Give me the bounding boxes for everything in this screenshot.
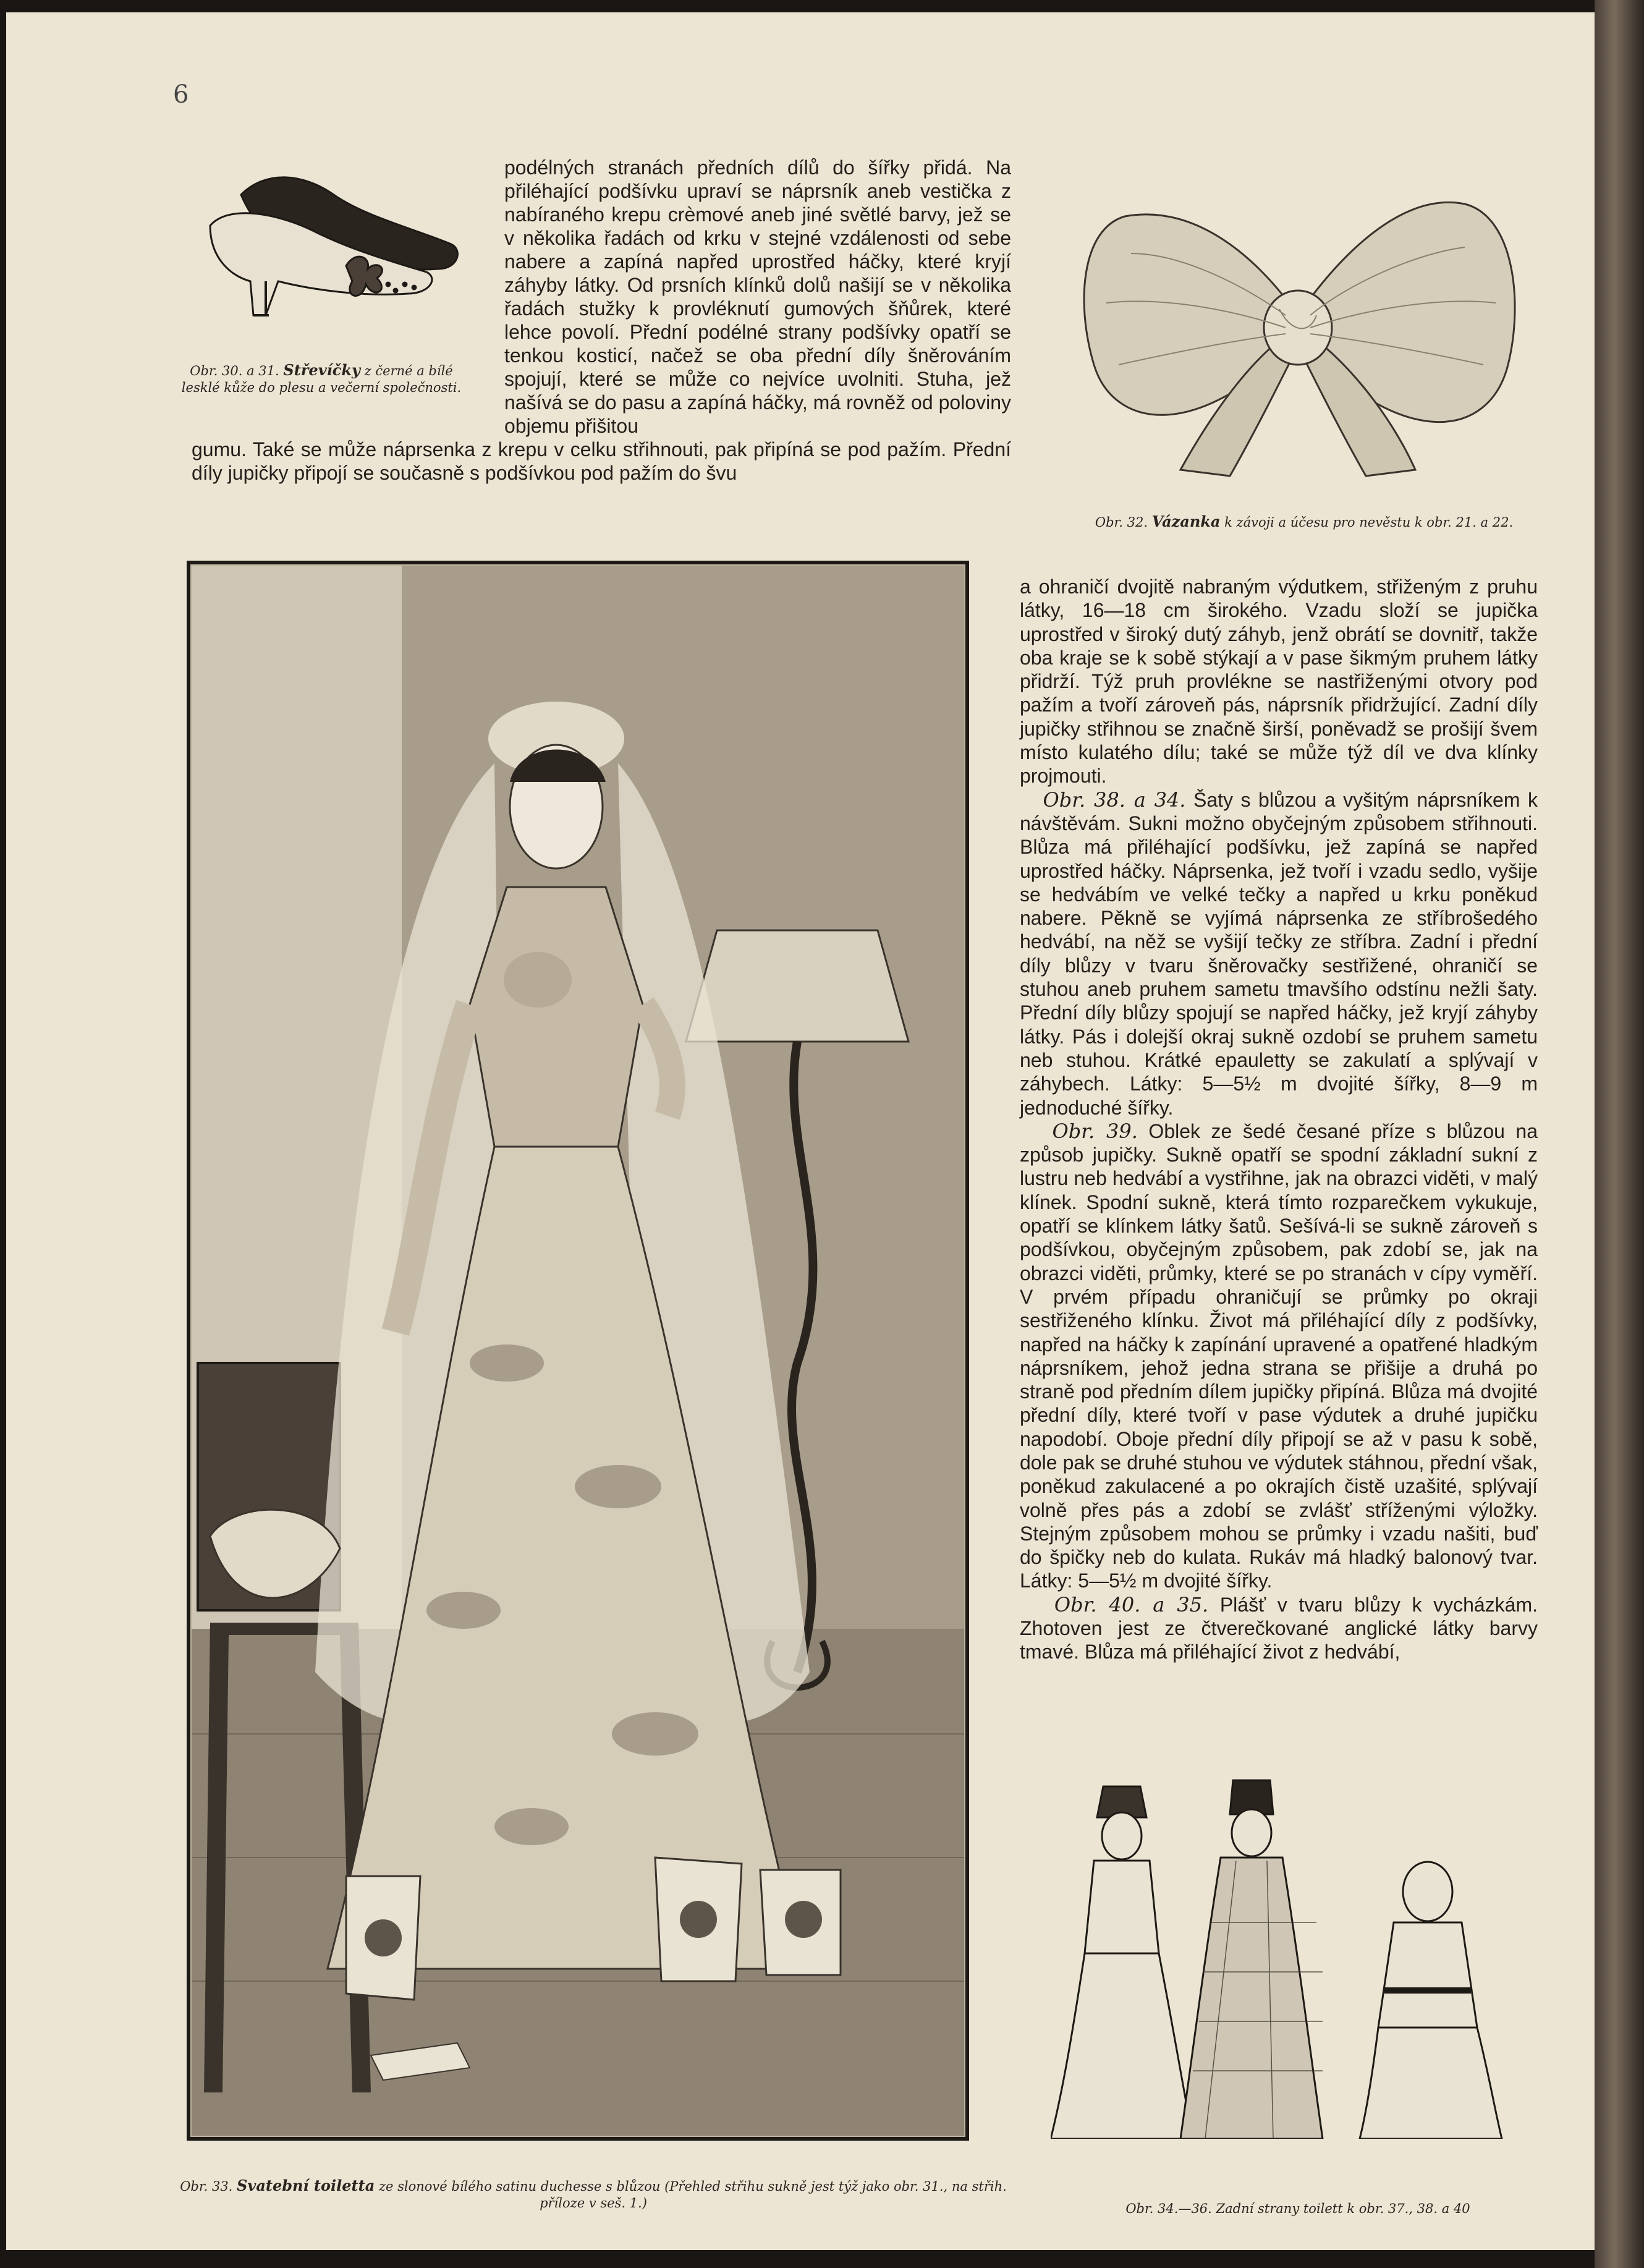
magazine-page: [6, 12, 1595, 2250]
shoes-illustration: [192, 158, 482, 318]
bride-illustration: [185, 559, 970, 2142]
back-views-illustration: [1051, 1768, 1539, 2139]
bow-caption: Obr. 32. Vázanka k závoji a účesu pro nevěstu k obr. 21. a 22.: [1095, 512, 1514, 530]
bow-illustration: [1069, 179, 1527, 488]
page-number: 6: [173, 80, 189, 109]
bride-caption: Obr. 33. Svatební toiletta ze slonové bílého satinu duchesse s blůzou (Přehled střihu sukně jest týž jako obr. 31., na střih. příloze v seš. 1.): [180, 2177, 1007, 2211]
binding-edge: [1595, 0, 1644, 2268]
right-column-text: a ohraničí dvojitě nabraným výdutkem, střiženým z pruhu látky, 16—18 cm širokého. Vzadu složí se jupička uprostřed v široký dutý záhyb, jenž obrátí se dovnitř, takže oba kraje se k sobě stýkají a v pase šikmým pruhem látky přidrží. Týž pruh provlékne se nastřiženými otvory pod pažím a tvoří zároveň pás, náprsník přidržující. Zadní díly jupičky střihnou se značně širší, poněvadž se prošijí švem místo kulatého dílu; také se může týž díl ve dva klínky projmouti. Obr. 38. a 34. Šaty s blůzou a vyšitým náprsníkem k návštěvám. Sukni možno obyčejným způsobem střihnouti. Blůza má přiléhající podšívku, jež zapíná se napřed uprostřed háčky. Náprsenka, jež tvoří i vzadu sedlo, vyšije se hedvábím ve velké tečky a napřed u krku poněkud nabere. Pěkně se vyjímá náprsenka ze stříbrošedého hedvábí, na něž se vyšijí tečky ze stříbra. Zadní i přední díly blůzy v tvaru šněrovačky sestřižené, ohraničí se stuhou aneb pruhem sametu tmavšího odstínu nežli šaty. Přední díly blůzy spojují se napřed háčky, jež kryjí záhyby látky. Pás i dolejší okraj sukně ozdobí se pruhem sametu neb stuhou. Krátké epauletty se zakulatí a splývají v záhybech. Látky: 5—5½ m dvojité šířky, 8—9 m jednoduché šířky. Obr. 39. Oblek ze šedé česané příze s blůzou na způsob jupičky. Sukně opatří se spodní základní sukní z lustru neb hedvábí a vystřihne, jak na obrazci viděti, v malý klínek. Spodní sukně, která tímto rozparečkem vykukuje, opatří se klínkem látky šatů. Sešívá-li se sukně zároveň s podšívkou, obyčejným způsobem, pak zdobí se, jak na obrazci viděti, průmky, které se po stranách v cípy vyměří. V prvém případu ohraničují se průmky po okraji sestřiženého klínku. Život má přiléhající díly z podšívky, napřed na háčky k zapínání upravené a opatřené hladkým náprsníkem, jehož jedna strana se přišije a druhá po straně pod předním dílem jupičky připíná. Blůza má dvojité přední díly, které tvoří v pase výdutek a druhé jupičku napodobí. Oboje přední díly připojí se až v pasu k sobě, dole pak se druhé stuhou ve výdutek stáhnou, přední však, poněkud zakulacené a po okrajích čistě uzašité, splývají volně přes pás a zdobí se zvlášť stříženými výložky. Stejným způsobem mohou se průmky i vzadu našiti, buď do špičky neb do kulata. Rukáv má hladký balonový tvar. Látky: 5—5½ m dvojité šířky. Obr. 40. a 35. Plášť v tvaru blůzy k vycházkám. Zhotoven jest ze čtverečkované anglické látky barvy tmavé. Blůza má přiléhající život z hedvábí,: [1020, 575, 1538, 1663]
back-views-caption: Obr. 34.—36. Zadní strany toilett k obr. 37., 38. a 40: [1125, 2201, 1470, 2216]
intro-paragraph-end: gumu. Také se může náprsenka z krepu v celku střihnouti, pak připíná se pod pažím. Přední díly jupičky připojí se současně s podšívkou pod pažím do švu: [192, 438, 1011, 484]
shoes-caption: Obr. 30. a 31. Střevíčky z černé a bílé lesklé kůže do plesu a večerní společnosti.: [181, 361, 462, 395]
intro-paragraph: podélných stranách předních dílů do šířky přidá. Na přiléhající podšívku upraví se náprsník aneb vestička z nabíraného krepu crèmové aneb jiné světlé barvy, jež se v několika řadách od krku v stejné vzdálenosti od sebe nabere a zapíná napřed uprostřed háčky, které kryjí záhyby látky. Od prsních klínků dolů našijí se v několika řadách stužky k provléknutí gumových šňůrek, které lehce povolí. Přední podélné strany podšívky opatří se tenkou kosticí, načež se oba přední díly šněrováním spojují, které se může co nejvíce uvolniti. Stuha, jež našívá se do pasu a zapíná háčky, má rovněž od poloviny objemu přišitou: [504, 156, 1011, 437]
